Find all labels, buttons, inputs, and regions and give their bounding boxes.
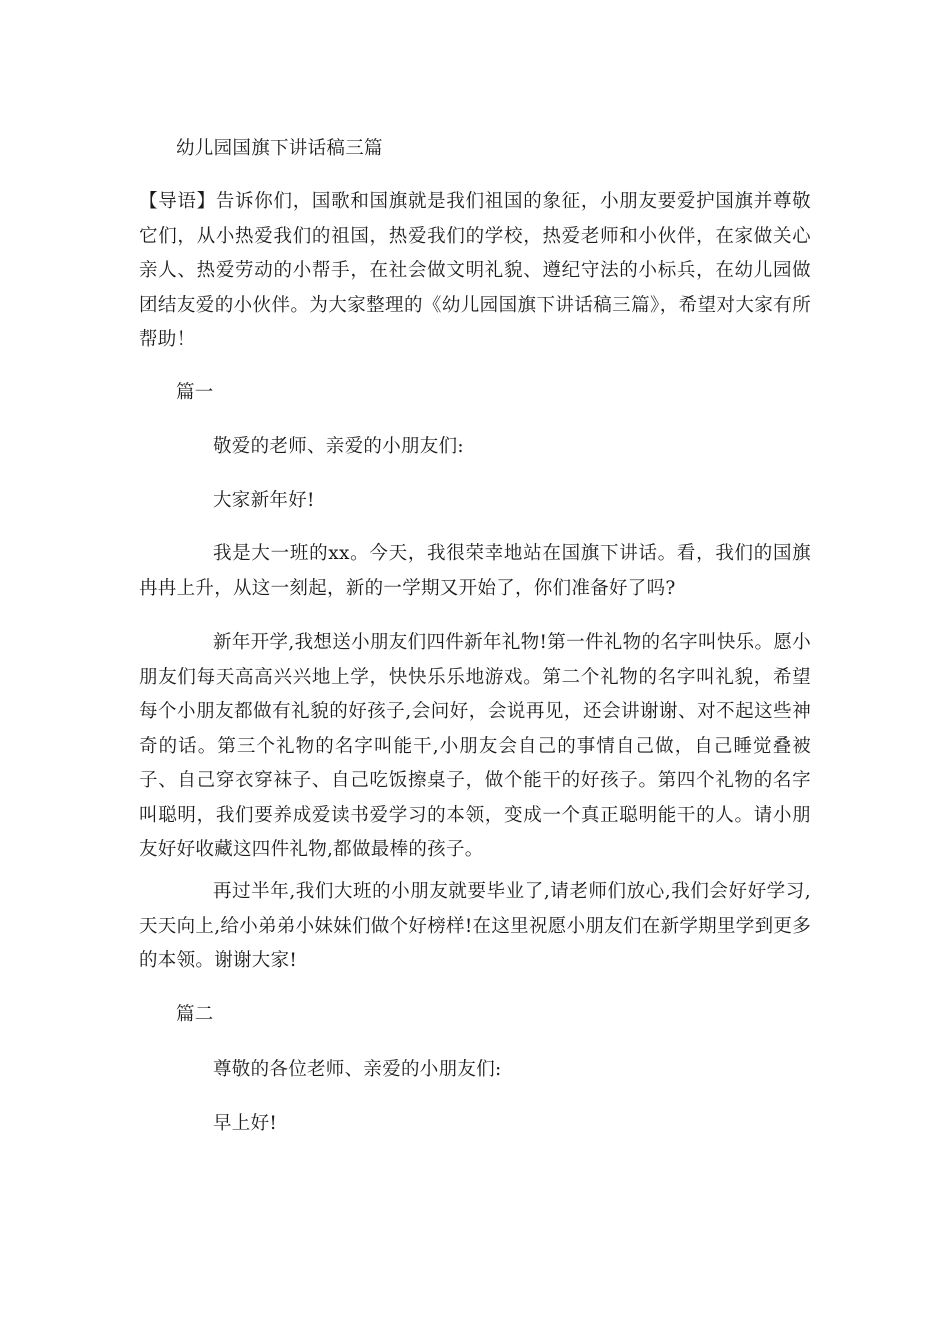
document-title: 幼儿园国旗下讲话稿三篇 bbox=[176, 138, 383, 159]
salutation-1: 敬爱的老师、亲爱的小朋友们: bbox=[213, 436, 464, 457]
intro-paragraph: 【导语】告诉你们，国歌和国旗就是我们祖国的象征，小朋友要爱护国旗并尊敬它们，从小热爱我们的祖国，热爱我们的学校，热爱老师和小伙伴，在家做关心亲人、热爱劳动的小帮手，在社会做文明礼貌、遵纪守法的小标兵，在幼儿园做团结友爱的小伙伴。为大家整理的《幼儿园国旗下讲话稿三篇》，希望对大家有所帮助！ bbox=[139, 191, 811, 350]
section-heading-2: 篇二 bbox=[176, 1004, 214, 1025]
body-paragraph-3: 再过半年,我们大班的小朋友就要毕业了,请老师们放心,我们会好好学习,天天向上,给小弟弟小妹妹们做个好榜样!在这里祝愿小朋友们在新学期里学到更多的本领。谢谢大家! bbox=[139, 881, 811, 971]
greeting-1: 大家新年好! bbox=[213, 490, 315, 511]
body-paragraph-1: 我是大一班的xx。今天，我很荣幸地站在国旗下讲话。看，我们的国旗冉冉上升，从这一刻起，新的一学期又开始了，你们准备好了吗? bbox=[139, 543, 811, 599]
body-paragraph-2: 新年开学,我想送小朋友们四件新年礼物!第一件礼物的名字叫快乐。愿小朋友们每天高高兴兴地上学，快快乐乐地游戏。第二个礼物的名字叫礼貌，希望每个小朋友都做有礼貌的好孩子,会问好，会说再见，还会讲谢谢、对不起这些神奇的话。第三个礼物的名字叫能干,小朋友会自己的事情自己做，自己睡觉叠被子、自己穿衣穿袜子、自己吃饭擦桌子，做个能干的好孩子。第四个礼物的名字叫聪明，我们要养成爱读书爱学习的本领，变成一个真正聪明能干的人。请小朋友好好收藏这四件礼物,都做最棒的孩子。 bbox=[139, 632, 811, 860]
section-heading-1: 篇一 bbox=[176, 382, 214, 403]
salutation-2: 尊敬的各位老师、亲爱的小朋友们: bbox=[213, 1059, 502, 1080]
greeting-2: 早上好! bbox=[213, 1113, 278, 1134]
